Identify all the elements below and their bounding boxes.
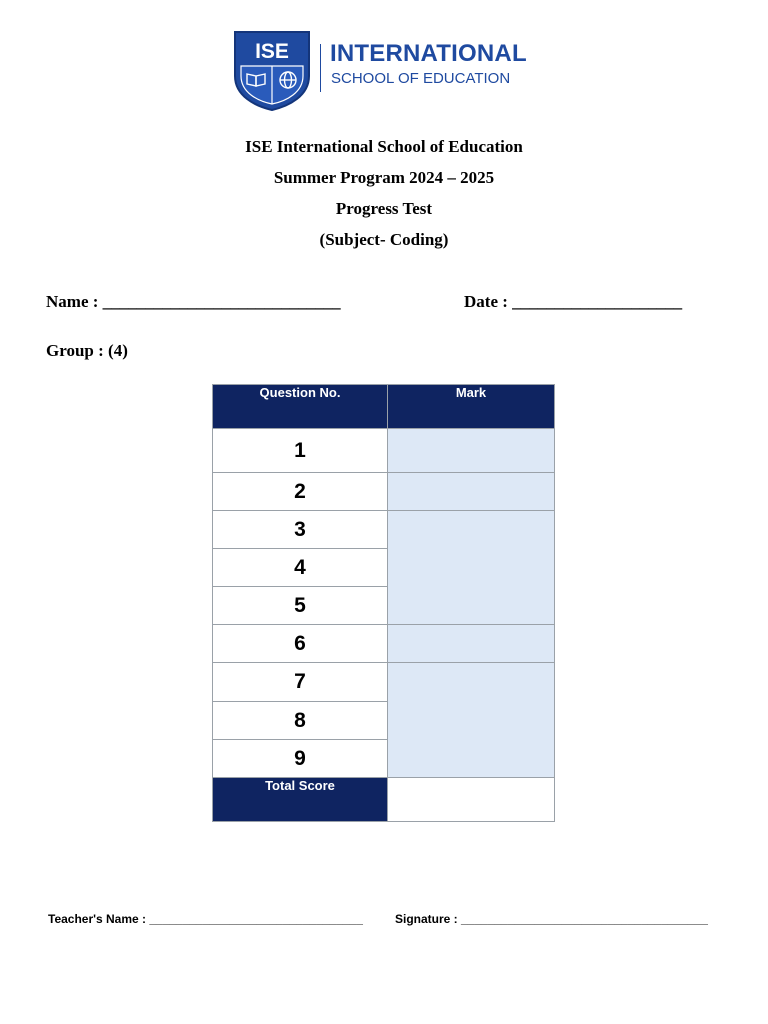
- question-number: 7: [213, 663, 388, 702]
- mark-cell: [388, 663, 555, 778]
- school-name: ISE International School of Education: [245, 137, 523, 156]
- question-number: 1: [213, 429, 388, 473]
- question-column-header: Question No.: [213, 385, 388, 429]
- logo-subtitle: SCHOOL OF EDUCATION: [331, 70, 511, 87]
- program-title: Summer Program 2024 – 2025: [273, 168, 495, 187]
- name-field: Name : ____________________________: [46, 292, 341, 311]
- question-number: 4: [213, 549, 388, 587]
- marks-table: [212, 384, 555, 822]
- total-row: [213, 778, 555, 822]
- signature-field: Signature : _____________________________________: [395, 912, 708, 926]
- logo-divider: [320, 44, 321, 92]
- school-logo: [233, 30, 533, 112]
- logo-title: INTERNATIONAL: [330, 40, 527, 67]
- logo-badge-text: ISE: [255, 40, 289, 63]
- table-header-row: [213, 385, 555, 429]
- total-score-cell: [388, 778, 555, 822]
- question-number: 8: [213, 702, 388, 740]
- table-row: [213, 473, 555, 511]
- mark-column-header: Mark: [388, 385, 555, 429]
- table-row: [213, 663, 555, 702]
- table-row: [213, 511, 555, 549]
- subject-title: (Subject- Coding): [319, 230, 449, 249]
- mark-cell: [388, 429, 555, 473]
- table-row: [213, 625, 555, 663]
- total-score-label: Total Score: [213, 778, 388, 822]
- question-number: 2: [213, 473, 388, 511]
- question-number: 6: [213, 625, 388, 663]
- mark-cell: [388, 473, 555, 511]
- test-title: Progress Test: [335, 199, 433, 218]
- mark-cell: [388, 625, 555, 663]
- shield-logo-icon: [233, 30, 311, 112]
- question-number: 5: [213, 587, 388, 625]
- table-row: [213, 429, 555, 473]
- mark-cell: [388, 511, 555, 625]
- question-number: 9: [213, 740, 388, 778]
- group-field: Group : (4): [46, 341, 128, 360]
- question-number: 3: [213, 511, 388, 549]
- date-field: Date : ____________________: [464, 292, 683, 311]
- teacher-name-field: Teacher's Name : ________________________________: [48, 912, 363, 926]
